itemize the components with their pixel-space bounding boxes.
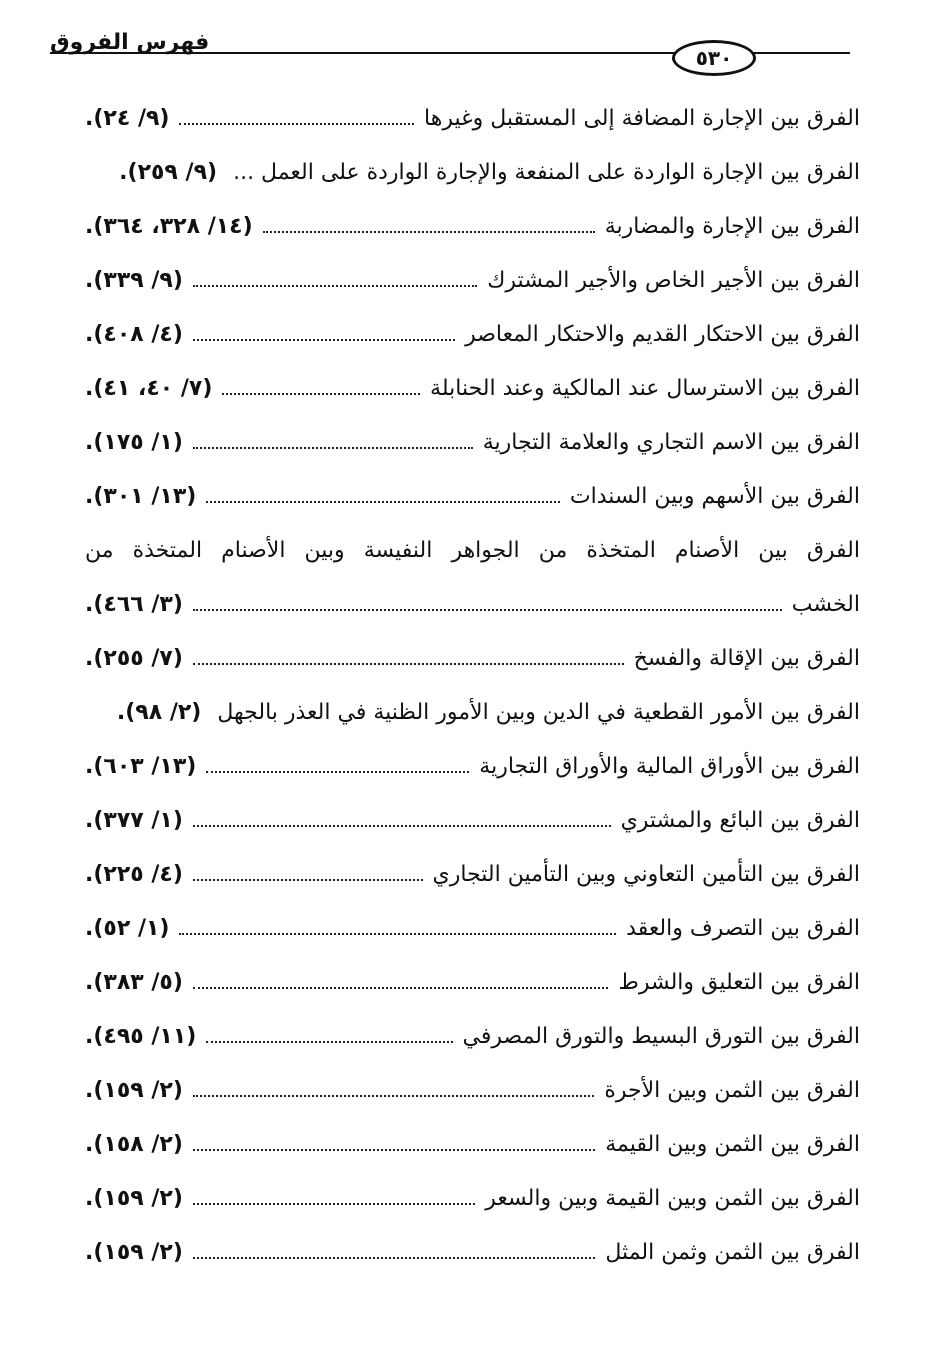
- entry-reference: (٢/ ١٥٨).: [85, 1132, 183, 1157]
- entry-reference: (٧/ ٢٥٥).: [85, 646, 183, 671]
- index-entry: [85, 902, 860, 956]
- entry-text: الفرق بين التصرف والعقد: [626, 916, 860, 941]
- leader-dots: [206, 1041, 452, 1043]
- index-entry: [85, 1226, 860, 1280]
- entry-reference: (٤/ ٤٠٨).: [85, 322, 183, 347]
- entry-text: الفرق بين الثمن وبين القيمة وبين والسعر: [485, 1186, 860, 1211]
- index-entry: [85, 632, 860, 686]
- index-entry: [85, 308, 860, 362]
- entry-reference: (١/ ٥٢).: [85, 916, 170, 941]
- entry-reference: (٢/ ١٥٩).: [85, 1186, 183, 1211]
- leader-dots: [179, 933, 616, 935]
- leader-dots: [193, 1257, 595, 1259]
- entry-text: الفرق بين الأصنام المتخذة من الجواهر النفيسة وبين الأصنام المتخذة من: [85, 538, 860, 563]
- entry-text: الفرق بين الإجارة والمضاربة: [604, 214, 860, 239]
- leader-dots: [193, 1203, 475, 1205]
- entry-reference: (١٣/ ٣٠١).: [85, 484, 197, 509]
- entry-text: الفرق بين الثمن وبين الأجرة: [604, 1078, 860, 1103]
- entry-reference: (٤/ ٢٢٥).: [85, 862, 183, 887]
- index-entry: [85, 794, 860, 848]
- leader-dots: [193, 987, 609, 989]
- leader-dots: [206, 501, 560, 503]
- leader-dots: [193, 609, 782, 611]
- entry-text: الفرق بين البائع والمشتري: [620, 808, 860, 833]
- page-number: ٥٣٠: [672, 40, 756, 76]
- entry-reference: (١١/ ٤٩٥).: [85, 1024, 197, 1049]
- leader-dots: [193, 825, 611, 827]
- leader-dots: [193, 447, 473, 449]
- entry-reference: (٥/ ٣٨٣).: [85, 970, 183, 995]
- index-entry: [85, 740, 860, 794]
- entry-reference: (٣/ ٤٦٦).: [85, 592, 183, 617]
- index-entry: [85, 254, 860, 308]
- index-entry: [85, 146, 860, 200]
- index-entries: [85, 92, 860, 1280]
- running-title: فهرس الفروق: [50, 30, 210, 55]
- entry-reference: (٩/ ٣٣٩).: [85, 268, 183, 293]
- index-entry: [85, 1118, 860, 1172]
- entry-text: الفرق بين الاحتكار القديم والاحتكار المعاصر: [465, 322, 860, 347]
- leader-dots: [193, 339, 455, 341]
- leader-dots: [222, 393, 420, 395]
- entry-text: الفرق بين الثمن وثمن المثل: [605, 1240, 860, 1265]
- index-entry: [85, 470, 860, 524]
- index-entry: [85, 1064, 860, 1118]
- leader-dots: [193, 663, 624, 665]
- index-entry: [85, 1172, 860, 1226]
- leader-dots: [193, 1149, 595, 1151]
- entry-text: الفرق بين الأمور القطعية في الدين وبين الأمور الظنية في العذر بالجهل: [217, 700, 860, 725]
- entry-reference: (١/ ٣٧٧).: [85, 808, 183, 833]
- leader-dots: [263, 231, 595, 233]
- index-entry: [85, 848, 860, 902]
- leader-dots: [193, 285, 477, 287]
- entry-text: الفرق بين الأجير الخاص والأجير المشترك: [487, 268, 860, 293]
- entry-reference: (٢/ ٩٨).: [116, 700, 202, 725]
- entry-text: الفرق بين الثمن وبين القيمة: [605, 1132, 860, 1157]
- index-entry: [85, 1010, 860, 1064]
- entry-reference: (٢/ ١٥٩).: [85, 1078, 183, 1103]
- leader-dots: [193, 1095, 594, 1097]
- index-entry: [85, 92, 860, 146]
- index-entry: [85, 362, 860, 416]
- leader-dots: [179, 123, 414, 125]
- entry-text: الفرق بين الإقالة والفسخ: [633, 646, 860, 671]
- leader-dots: [206, 771, 469, 773]
- entry-reference: (٧/ ٤٠، ٤١).: [85, 376, 213, 401]
- entry-text: الفرق بين الأسهم وبين السندات: [569, 484, 860, 509]
- entry-continuation: [85, 578, 860, 632]
- entry-text: الفرق بين التأمين التعاوني وبين التأمين التجاري: [432, 862, 860, 887]
- entry-text: الفرق بين الإجارة الواردة على المنفعة والإجارة الواردة على العمل ...: [233, 160, 860, 185]
- leader-dots: [193, 879, 423, 881]
- page-header: [50, 24, 850, 84]
- entry-reference: (١٣/ ٦٠٣).: [85, 754, 197, 779]
- index-entry: [85, 686, 860, 740]
- entry-text: الفرق بين الأوراق المالية والأوراق التجارية: [479, 754, 860, 779]
- entry-text-continued: الخشب: [791, 592, 860, 617]
- index-entry: [85, 524, 860, 632]
- index-entry: [85, 416, 860, 470]
- entry-text: الفرق بين الاسم التجاري والعلامة التجارية: [482, 430, 860, 455]
- entry-text: الفرق بين الاسترسال عند المالكية وعند الحنابلة: [430, 376, 860, 401]
- entry-reference: (١٤/ ٣٢٨، ٣٦٤).: [85, 214, 253, 239]
- entry-text: الفرق بين التعليق والشرط: [618, 970, 860, 995]
- entry-reference: (٩/ ٢٥٩).: [119, 160, 218, 185]
- index-entry: [85, 200, 860, 254]
- entry-text: الفرق بين الإجارة المضافة إلى المستقبل وغيرها: [424, 106, 860, 131]
- index-entry: [85, 956, 860, 1010]
- entry-text: الفرق بين التورق البسيط والتورق المصرفي: [462, 1024, 860, 1049]
- entry-reference: (٢/ ١٥٩).: [85, 1240, 183, 1265]
- entry-reference: (١/ ١٧٥).: [85, 430, 183, 455]
- entry-reference: (٩/ ٢٤).: [85, 106, 170, 131]
